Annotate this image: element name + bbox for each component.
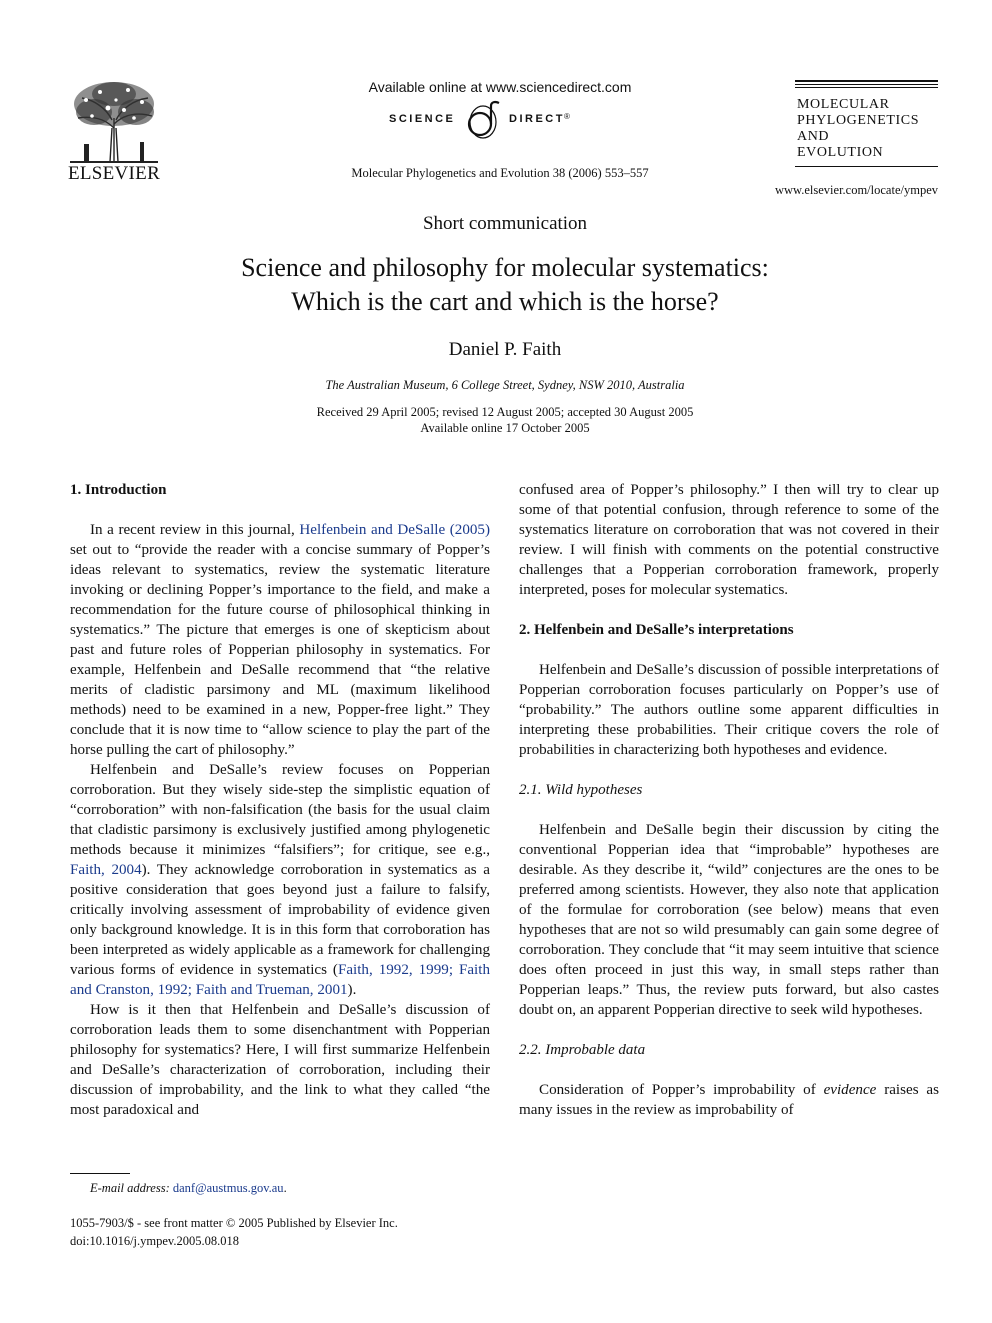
right-column <box>519 480 939 1120</box>
issn-line: 1055-7903/$ - see front matter © 2005 Published by Elsevier Inc. <box>70 1216 398 1230</box>
article-type: Short communication <box>422 213 588 234</box>
journal-citation: Molecular Phylogenetics and Evolution 38 (2006) 553–557 <box>351 166 649 180</box>
citation-link[interactable]: Helfenbein and DeSalle (2005) <box>299 522 490 538</box>
sciencedirect-logo <box>360 100 640 140</box>
title-line-1: Science and philosophy for molecular systematics: <box>241 253 769 282</box>
paragraph: Helfenbein and DeSalle begin their discussion by citing the conventional Popperian idea that “improbable” hypotheses are desirable. As they describe it, “wild” conjectures are the ones to be preferred among scientists. However, they also note that application of the formulae for corroboration (see below) means that even hypotheses that are not so wild presumably can gain some degree of corroboration. They conclude that “it may seem intuitive that science does often proceed in just this way, in small steps rather than Popperian leaps.” Thus, the review puts forward, but also castes doubt on, an apparent Popperian directive to seek wild hypotheses. <box>519 822 939 1018</box>
sciencedirect-d-icon <box>463 100 503 140</box>
journal-logo-rules <box>795 80 938 90</box>
author-affiliation: The Australian Museum, 6 College Street, Sydney, NSW 2010, Australia <box>325 378 685 392</box>
text: ). <box>347 982 357 998</box>
text: In a recent review in this journal, <box>90 522 300 538</box>
section-heading-interpretations: 2. Helfenbein and DeSalle’s interpretations <box>519 622 794 638</box>
journal-logo-underline <box>795 166 938 167</box>
sciencedirect-logo-right: DIRECT <box>509 113 565 125</box>
text: set out to “provide the reader with a concise summary of Popper’s ideas relevant to systematics, review the systematic literature invoking or declining Popper’s importance to the field, and make a recommendation for the future course of philosophical thinking in systematics.” The picture that emerges is one of skepticism about past and future roles of Popperian philosophy in systematics. For example, Helfenbein and DeSalle recommend that “the relative merits of cladistic parsimony and ML (maximum likelihood methods) need to be examined in a new, Popper-free light.” They conclude that it is now time to “allow science to play the part of the horse pulling the cart of philosophy.” <box>70 542 490 758</box>
paragraph: confused area of Popper’s philosophy.” I then will try to clear up some of that potential confusion, through reference to some of the systematics literature on corroboration that was not covered in their review. I will finish with comments on the potential constructive challenges that a Popperian corroboration framework, properly interpreted, poses for molecular systematics. <box>519 482 939 598</box>
footnote-rule <box>70 1173 130 1174</box>
sciencedirect-logo-left: SCIENCE <box>389 113 456 125</box>
article-dates <box>100 404 910 436</box>
email-label: E-mail address: <box>90 1181 170 1195</box>
subsection-heading-wild-hypotheses: 2.1. Wild hypotheses <box>519 782 643 798</box>
registered-mark: ® <box>564 112 570 121</box>
journal-logo-line: AND <box>797 129 830 144</box>
title-line-2: Which is the cart and which is the horse? <box>291 287 719 316</box>
text: raises as many issues in the review as improbability of <box>519 1082 939 1118</box>
journal-logo-line: EVOLUTION <box>797 145 884 160</box>
received-dates: Received 29 April 2005; revised 12 August 2005; accepted 30 August 2005 <box>316 405 694 419</box>
text: ). They acknowledge corroboration in systematics as a positive consideration that goes beyond just a failure to falsify, critically involving assessment of improbability of evidence given only background knowledge. It is in this form that corroboration has been interpreted as widely applicable as a framework for challenging various forms of evidence in systematics ( <box>70 862 491 978</box>
subsection-heading-improbable-data: 2.2. Improbable data <box>519 1042 646 1058</box>
author-name: Daniel P. Faith <box>448 339 562 360</box>
paragraph: How is it then that Helfenbein and DeSalle’s discussion of corroboration leads them to some disenchantment with Popperian philosophy for systematics? Here, I will first summarize Helfenbein and DeSalle’s characterization of corroboration, including their discussion of improbability, and the link to what they called “the most paradoxical and <box>70 1002 490 1118</box>
left-column <box>70 480 490 1120</box>
journal-logo-line: PHYLOGENETICS <box>797 113 920 128</box>
email-link[interactable]: danf@austmus.gov.au <box>172 1181 284 1195</box>
available-online-text[interactable]: Available online at www.sciencedirect.com <box>368 79 632 95</box>
citation-link[interactable]: Faith, 2004 <box>70 862 142 878</box>
doi-line[interactable]: doi:10.1016/j.ympev.2005.08.018 <box>70 1234 239 1248</box>
journal-logo <box>797 97 947 161</box>
journal-url[interactable]: www.elsevier.com/locate/ympev <box>774 183 938 197</box>
emphasis: evidence <box>823 1082 877 1098</box>
article-title <box>100 251 910 319</box>
paragraph: Helfenbein and DeSalle’s discussion of possible interpretations of Popperian corroboration focuses particularly on Popper’s use of “probability.” The authors outline some apparent difficulties in interpreting these probabilities. Their critique covers the role of probabilities in characterizing both hypotheses and evidence. <box>519 662 939 758</box>
paragraph <box>70 520 490 760</box>
text: Consideration of Popper’s improbability of <box>539 1082 824 1098</box>
journal-logo-line: MOLECULAR <box>797 97 890 112</box>
citation-link[interactable]: Faith, 1992, 1999; Faith and Cranston, 1992; Faith and Trueman, 2001 <box>70 962 490 998</box>
text: . <box>283 1181 287 1195</box>
section-heading-introduction: 1. Introduction <box>70 482 167 498</box>
publisher-name: ELSEVIER <box>67 163 161 184</box>
email-footnote <box>90 1181 590 1196</box>
paragraph <box>70 760 490 1000</box>
available-date: Available online 17 October 2005 <box>420 421 590 435</box>
text: Helfenbein and DeSalle’s review focuses on Popperian corroboration. But they wisely side-step the simplistic equation of “corroboration” with non-falsification (the basis for the usual claim that cladistic parsimony is exclusively justified among phylogenetic methods because it minimizes “falsifiers”; for critique, see e.g., <box>70 762 490 858</box>
paragraph <box>519 1080 939 1120</box>
